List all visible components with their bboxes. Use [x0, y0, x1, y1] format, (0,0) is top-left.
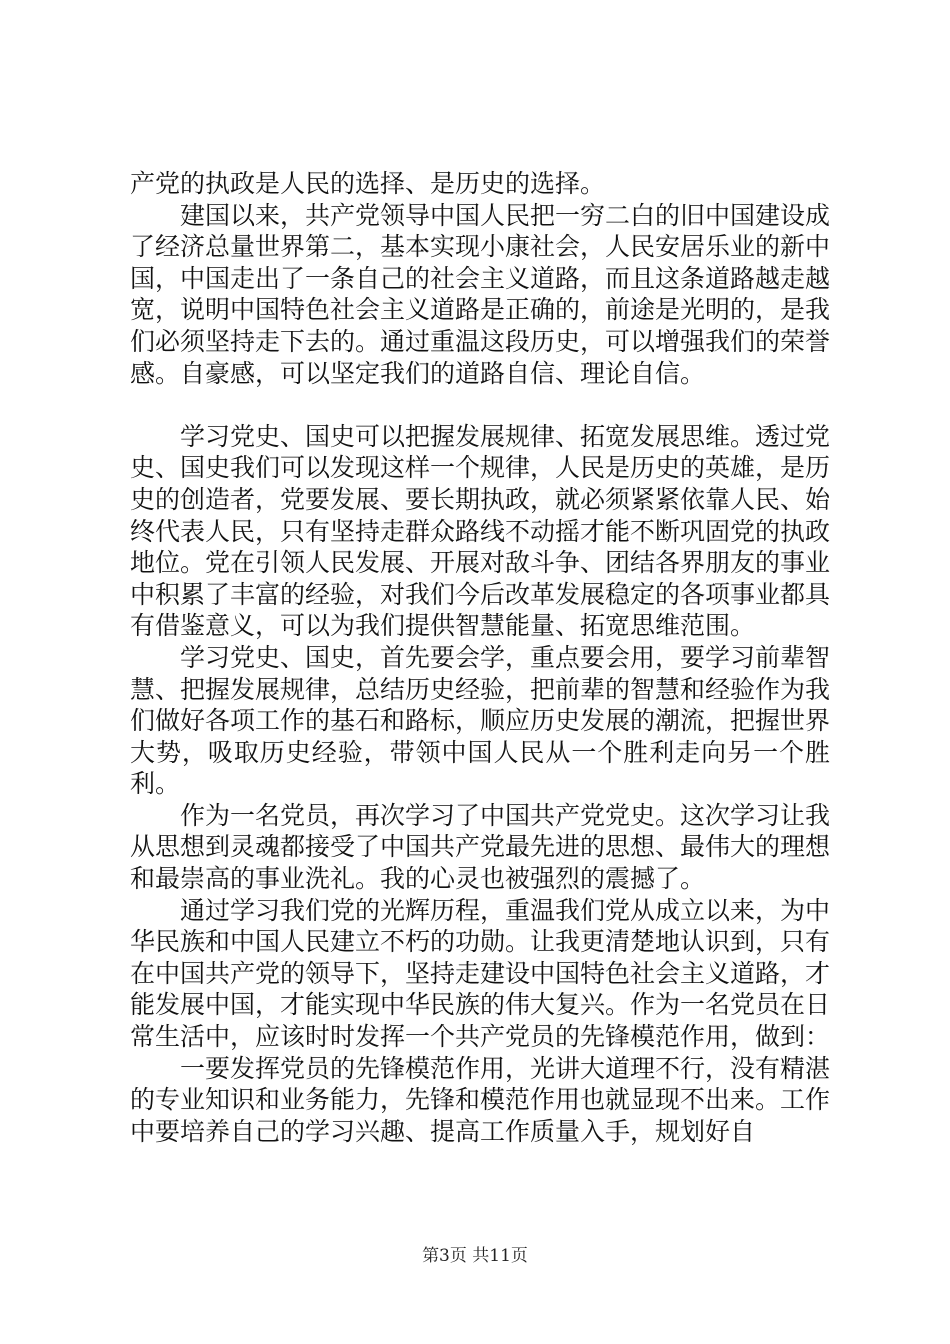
document-body — [130, 168, 830, 1147]
paragraph: 通过学习我们党的光辉历程，重温我们党从成立以来，为中华民族和中国人民建立不朽的功勋。让我更清楚地认识到，只有在中国共产党的领导下，坚持走建设中国特色社会主义道路，才能发展中国，才能实现中华民族的伟大复兴。作为一名党员在日常生活中，应该时时发挥一个共产党员的先锋模范作用，做到： — [130, 895, 831, 1052]
paragraph: 学习党史、国史可以把握发展规律、拓宽发展思维。透过党史、国史我们可以发现这样一个规律，人民是历史的英雄，是历史的创造者，党要发展、要长期执政，就必须紧紧依靠人民、始终代表人民，只有坚持走群众路线不动摇才能不断巩固党的执政地位。党在引领人民发展、开展对敌斗争、团结各界朋友的事业中积累了丰富的经验，对我们今后改革发展稳定的各项事业都具有借鉴意义，可以为我们提供智慧能量、拓宽思维范围。 — [130, 421, 831, 641]
paragraph-continuation: 产党的执政是人民的选择、是历史的选择。 — [130, 169, 606, 198]
paragraph: 学习党史、国史，首先要会学，重点要会用，要学习前辈智慧、把握发展规律，总结历史经验，把前辈的智慧和经验作为我们做好各项工作的基石和路标，顺应历史发展的潮流，把握世界大势，吸取历史经验，带领中国人民从一个胜利走向另一个胜利。 — [130, 642, 831, 799]
paragraph: 建国以来，共产党领导中国人民把一穷二白的旧中国建设成了经济总量世界第二，基本实现小康社会，人民安居乐业的新中国，中国走出了一条自己的社会主义道路，而且这条道路越走越宽，说明中国特色社会主义道路是正确的，前途是光明的，是我们必须坚持走下去的。通过重温这段历史，可以增强我们的荣誉感。自豪感，可以坚定我们的道路自信、理论自信。 — [130, 200, 831, 388]
paragraph: 一要发挥党员的先锋模范作用，光讲大道理不行，没有精湛的专业知识和业务能力，先锋和模范作用也就显现不出来。工作中要培养自己的学习兴趣、提高工作质量入手，规划好自 — [130, 1053, 831, 1146]
paragraph: 作为一名党员，再次学习了中国共产党党史。这次学习让我从思想到灵魂都接受了中国共产党最先进的思想、最伟大的理想和最崇高的事业洗礼。我的心灵也被强烈的震撼了。 — [130, 800, 831, 894]
page-number-footer: 第3页 共11页 — [422, 1246, 528, 1266]
